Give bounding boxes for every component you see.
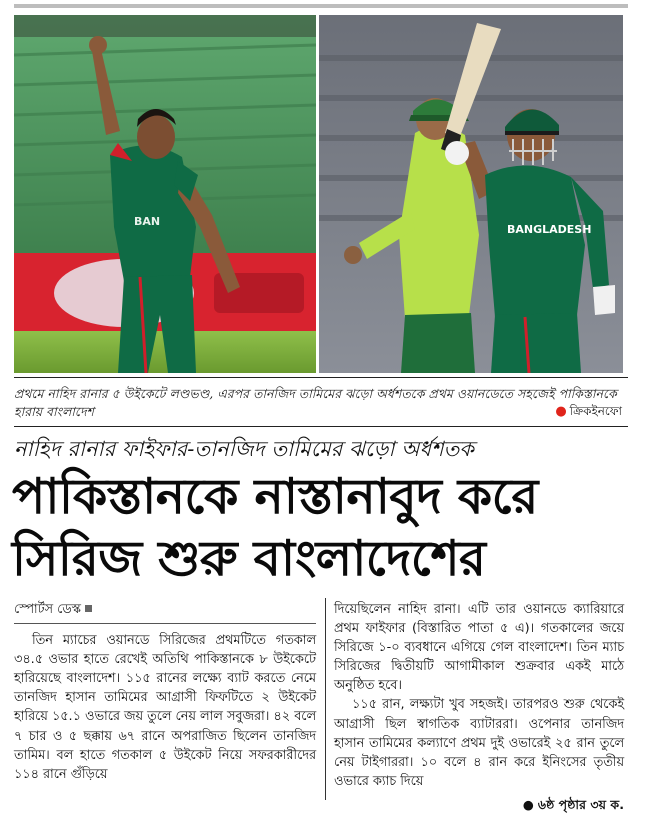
byline — [14, 600, 316, 619]
article-column-left — [14, 600, 316, 784]
column-divider — [325, 598, 326, 800]
bowler-photo-illustration — [14, 15, 316, 373]
top-rule — [14, 4, 628, 8]
photo-batsman-raising-bat — [319, 15, 623, 373]
continue-bullet-icon: ● — [522, 796, 534, 812]
svg-text:BAN: BAN — [134, 215, 161, 228]
headline-line-2: সিরিজ শুরু বাংলাদেশের — [12, 530, 486, 587]
continuation-text: ৬ষ্ঠ পৃষ্ঠার ৩য় ক. — [537, 796, 624, 812]
article-headline — [12, 466, 624, 590]
article-column-right — [334, 600, 624, 814]
photo-credit-text: ক্রিকইনফো — [569, 404, 622, 418]
article-paragraph: ১১৫ রান, লক্ষ্যটা খুব সহজই। তারপরও শুরু থেকেই আগ্রাসী ছিল স্বাগতিক ব্যাটাররা। ওপেনার তানজিদ হাসান তামিমের কল্যাণে প্রথম দুই ওভারেই ২৫ রান তুলে নেয় টাইগাররা। ১০ বলে ৪ রান করে ইনিংসের তৃতীয় ওভারে ক্যাচ দিয়ে — [334, 697, 624, 789]
photo-caption: প্রথমে নাহিদ রানার ৫ উইকেটে লণ্ডভণ্ড, এরপর তানজিদ তামিমের ঝড়ো অর্ধশতকে প্রথম ওয়ানডেতে সহজেই পাকিস্তানকে হারায় বাংলাদেশ — [14, 386, 617, 419]
article-kicker: নাহিদ রানার ফাইফার-তানজিদ তামিমের ঝড়ো অর্ধশতক — [14, 437, 474, 461]
batsman-photo-illustration — [319, 15, 623, 373]
continuation-note — [334, 795, 624, 814]
photo-credit — [555, 403, 622, 423]
headline-line-1: পাকিস্তানকে নাস্তানাবুদ করে — [12, 468, 538, 525]
credit-bullet-icon: ● — [555, 404, 567, 419]
photo-bowler-celebrating — [14, 15, 316, 373]
byline-square-icon — [85, 605, 92, 612]
caption-bottom-rule — [14, 426, 628, 427]
article-paragraph: দিয়েছিলেন নাহিদ রানা। এটি তার ওয়ানডে ক্যারিয়ারে প্রথম ফাইফার (বিস্তারিত পাতা ৫ এ)। গতকালের জয়ে সিরিজে ১-০ ব্যবধানে এগিয়ে গেল বাংলাদেশ। তিন ম্যাচ সিরিজের দ্বিতীয়টি আগামীকাল শুক্রবার একই মাঠে অনুষ্ঠিত হবে। — [334, 602, 624, 694]
caption-top-rule — [14, 377, 628, 378]
byline-text: স্পোর্টস ডেস্ক — [14, 602, 81, 617]
svg-text:BANGLADESH: BANGLADESH — [507, 223, 592, 236]
article-paragraph: তিন ম্যাচের ওয়ানডে সিরিজের প্রথমটিতে গতকাল ৩৪.৫ ওভার হাতে রেখেই অতিথি পাকিস্তানকে ৮ উইকেটে হারিয়েছে বাংলাদেশ। ১১৫ রানের লক্ষ্যে ব্যাট করতে নেমে তানজিদ হাসান তামিমের আগ্রাসী ফিফটিতে ২ উইকেট হারিয়ে ১৫.১ ওভারে জয় তুলে নেয় লাল সবুজরা। ৪২ বলে ৭ চার ও ৫ ছক্কায় ৬৭ রানে অপরাজিত ছিলেন তানজিদ তামিম। বল হাতে গতকাল ৫ উইকেট নিয়ে সফরকারীদের ১১৪ রানে গুঁড়িয়ে — [14, 633, 316, 782]
byline-rule — [14, 623, 316, 624]
